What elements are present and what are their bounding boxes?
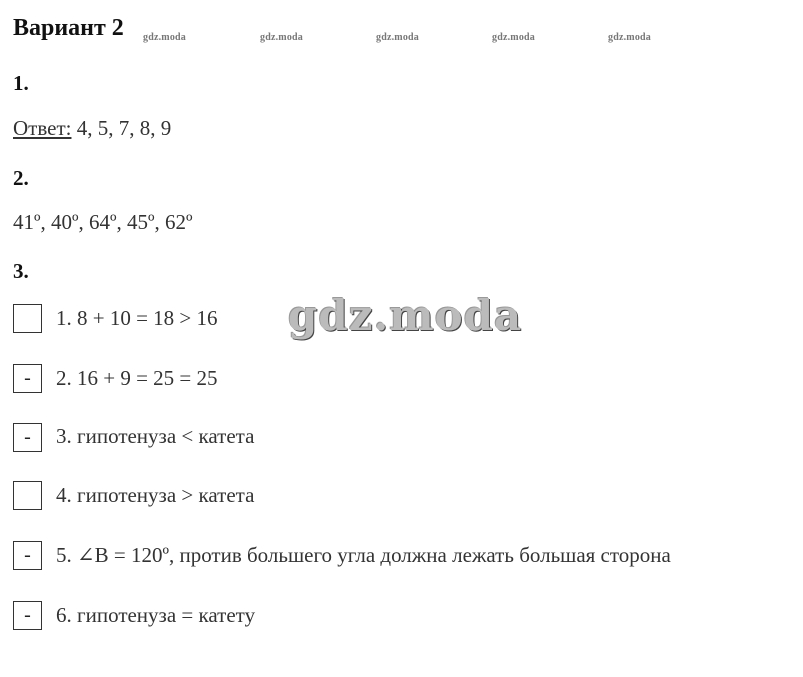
watermark-small: gdz.moda [143, 32, 186, 43]
question-2-number: 2. [13, 166, 29, 190]
statement-item: 3. гипотенуза < катета [56, 424, 255, 448]
answer-label: Ответ: [13, 116, 72, 140]
checkbox-mark [13, 481, 42, 510]
statement-item: 1. 8 + 10 = 18 > 16 [56, 306, 218, 330]
checkbox-mark [13, 304, 42, 333]
question-2-answer: 41º, 40º, 64º, 45º, 62º [13, 210, 193, 234]
watermark-small: gdz.moda [492, 32, 535, 43]
checkbox-mark: - [13, 601, 42, 630]
watermark-small: gdz.moda [608, 32, 651, 43]
answer-value: 4, 5, 7, 8, 9 [76, 116, 172, 140]
watermark-large: gdz.moda [288, 291, 523, 340]
checkbox-mark: - [13, 364, 42, 393]
watermark-small: gdz.moda [376, 32, 419, 43]
question-1-answer [13, 116, 171, 141]
statement-item: 6. гипотенуза = катету [56, 603, 256, 627]
statement-item: 2. 16 + 9 = 25 = 25 [56, 366, 218, 390]
statement-item: 4. гипотенуза > катета [56, 483, 255, 507]
statement-item: 5. ∠B = 120º, против большего угла должна лежать большая сторона [56, 543, 671, 567]
question-1-number: 1. [13, 71, 29, 95]
page-title: Вариант 2 [13, 15, 124, 41]
question-3-number: 3. [13, 259, 29, 283]
checkbox-mark: - [13, 423, 42, 452]
checkbox-mark: - [13, 541, 42, 570]
watermark-small: gdz.moda [260, 32, 303, 43]
